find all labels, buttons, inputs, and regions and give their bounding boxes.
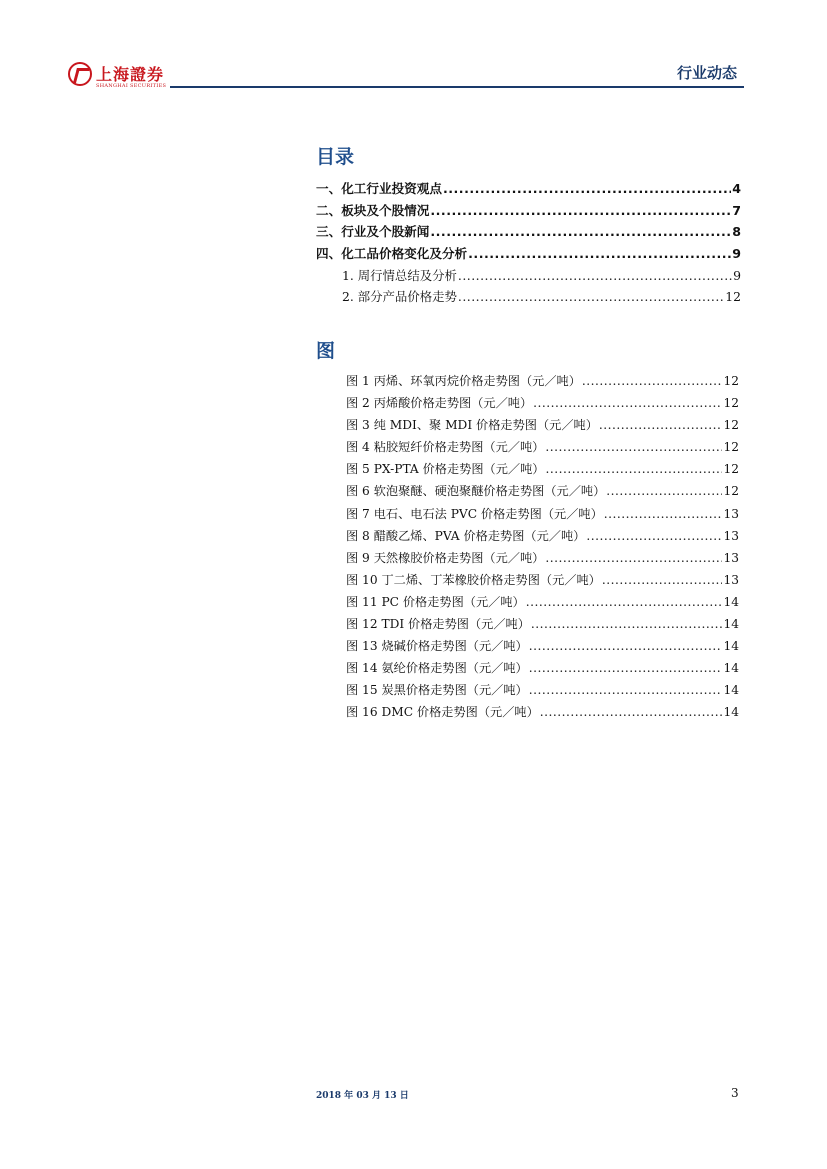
figure-leader-dots — [529, 657, 723, 679]
toc-title: 目录 — [316, 146, 355, 168]
toc-entry[interactable] — [316, 243, 741, 265]
toc-entry[interactable] — [316, 178, 741, 200]
figure-entry[interactable] — [346, 613, 739, 635]
figure-leader-dots — [545, 547, 722, 569]
figure-entry-text: 图 11 PC 价格走势图（元／吨） — [346, 594, 525, 609]
figure-entry-text: 图 6 软泡聚醚、硬泡聚醚价格走势图（元／吨） — [346, 484, 606, 499]
toc-entry[interactable] — [316, 221, 741, 243]
figure-leader-dots — [582, 370, 723, 392]
toc-leader-dots — [458, 286, 724, 308]
figure-entry-page: 13 — [723, 550, 739, 565]
figure-entry-text: 图 7 电石、电石法 PVC 价格走势图（元／吨） — [346, 506, 603, 521]
figure-leader-dots — [602, 569, 723, 591]
figure-leader-dots — [604, 503, 723, 525]
figure-entry-text: 图 2 丙烯酸价格走势图（元／吨） — [346, 396, 533, 411]
figure-entry-page: 13 — [723, 528, 739, 543]
figure-entry[interactable] — [346, 701, 739, 723]
figure-entry-page: 14 — [723, 661, 739, 676]
figure-entry-text: 图 12 TDI 价格走势图（元／吨） — [346, 617, 530, 632]
figure-entry-page: 14 — [723, 639, 739, 654]
toc-entry-page: 8 — [732, 224, 741, 240]
company-logo — [68, 56, 178, 96]
figure-entry-text: 图 1 丙烯、环氧丙烷价格走势图（元／吨） — [346, 374, 581, 388]
toc-entry-page: 12 — [725, 289, 741, 305]
figure-entry-page: 12 — [723, 462, 739, 477]
list-of-figures — [346, 370, 739, 724]
logo-text-en: SHANGHAI SECURITIES — [96, 83, 167, 89]
figure-entry-page: 12 — [723, 484, 739, 499]
figure-leader-dots — [606, 480, 722, 502]
figures-title: 图 — [316, 340, 336, 362]
table-of-contents — [316, 178, 741, 308]
figure-entry-page: 14 — [723, 617, 739, 632]
figure-entry-text: 图 8 醋酸乙烯、PVA 价格走势图（元／吨） — [346, 528, 586, 543]
logo-text-cn: 上海證券 — [96, 65, 165, 84]
figure-entry-page: 14 — [723, 705, 739, 720]
figure-entry-text: 图 3 纯 MDI、聚 MDI 价格走势图（元／吨） — [346, 418, 598, 433]
toc-leader-dots — [443, 178, 731, 200]
figure-entry-text: 图 4 粘胶短纤价格走势图（元／吨） — [346, 440, 545, 455]
toc-entry[interactable] — [316, 200, 741, 222]
figure-entry-page: 12 — [723, 418, 739, 433]
figure-entry-text: 图 15 炭黑价格走势图（元／吨） — [346, 683, 528, 698]
figure-entry-page: 14 — [723, 594, 739, 609]
toc-entry-text: 三、行业及个股新闻 — [316, 224, 430, 240]
toc-entry-text: 一、化工行业投资观点 — [316, 181, 442, 196]
figure-entry[interactable] — [346, 547, 739, 569]
figure-entry[interactable] — [346, 525, 739, 547]
toc-entry-page: 9 — [732, 246, 741, 262]
figure-leader-dots — [545, 436, 722, 458]
figure-entry-page: 12 — [723, 396, 739, 411]
figure-entry-page: 14 — [723, 683, 739, 698]
toc-entry-page: 4 — [732, 181, 741, 196]
figure-leader-dots — [526, 591, 723, 613]
figure-entry-page: 12 — [723, 440, 739, 455]
page-header — [0, 0, 827, 95]
figure-leader-dots — [531, 613, 723, 635]
figure-entry[interactable] — [346, 569, 739, 591]
figure-leader-dots — [545, 458, 722, 480]
toc-entry-text: 四、化工品价格变化及分析 — [316, 246, 468, 262]
figure-entry[interactable] — [346, 458, 739, 480]
toc-leader-dots — [430, 221, 731, 243]
figure-leader-dots — [586, 525, 722, 547]
figure-entry[interactable] — [346, 591, 739, 613]
figure-entry[interactable] — [346, 503, 739, 525]
toc-leader-dots — [430, 200, 731, 222]
figure-entry-text: 图 5 PX-PTA 价格走势图（元／吨） — [346, 462, 545, 477]
figure-entry-page: 12 — [723, 374, 739, 388]
figure-leader-dots — [533, 392, 722, 414]
page-number: 3 — [731, 1086, 739, 1100]
figure-leader-dots — [540, 701, 723, 723]
toc-subentry[interactable] — [316, 265, 741, 287]
toc-subentry[interactable] — [316, 286, 741, 308]
figure-entry[interactable] — [346, 679, 739, 701]
figure-entry-text: 图 13 烧碱价格走势图（元／吨） — [346, 639, 528, 654]
figure-entry[interactable] — [346, 635, 739, 657]
toc-entry-page: 9 — [733, 267, 741, 283]
figure-leader-dots — [599, 414, 723, 436]
figure-entry-page: 13 — [723, 572, 739, 587]
figure-leader-dots — [529, 635, 723, 657]
figure-entry-text: 图 14 氨纶价格走势图（元／吨） — [346, 661, 528, 676]
figure-entry[interactable] — [346, 436, 739, 458]
figure-entry[interactable] — [346, 657, 739, 679]
footer-date: 2018 年 03 月 13 日 — [316, 1091, 409, 1101]
toc-entry-page: 7 — [732, 202, 741, 218]
figure-entry[interactable] — [346, 480, 739, 502]
toc-leader-dots — [468, 243, 731, 265]
document-type-label: 行业动态 — [676, 64, 737, 82]
figure-entry-text: 图 9 天然橡胶价格走势图（元／吨） — [346, 550, 545, 565]
logo-emblem-icon — [68, 62, 92, 86]
toc-leader-dots — [458, 265, 732, 287]
figure-entry[interactable] — [346, 414, 739, 436]
figure-entry-text: 图 10 丁二烯、丁苯橡胶价格走势图（元／吨） — [346, 572, 601, 587]
header-divider — [170, 86, 744, 88]
figure-entry[interactable] — [346, 370, 739, 392]
figure-entry[interactable] — [346, 392, 739, 414]
toc-entry-text: 2. 部分产品价格走势 — [342, 289, 457, 305]
figure-entry-page: 13 — [723, 506, 739, 521]
figure-leader-dots — [529, 679, 723, 701]
figure-entry-text: 图 16 DMC 价格走势图（元／吨） — [346, 705, 539, 720]
toc-entry-text: 1. 周行情总结及分析 — [342, 267, 457, 283]
toc-entry-text: 二、板块及个股情况 — [316, 202, 430, 218]
